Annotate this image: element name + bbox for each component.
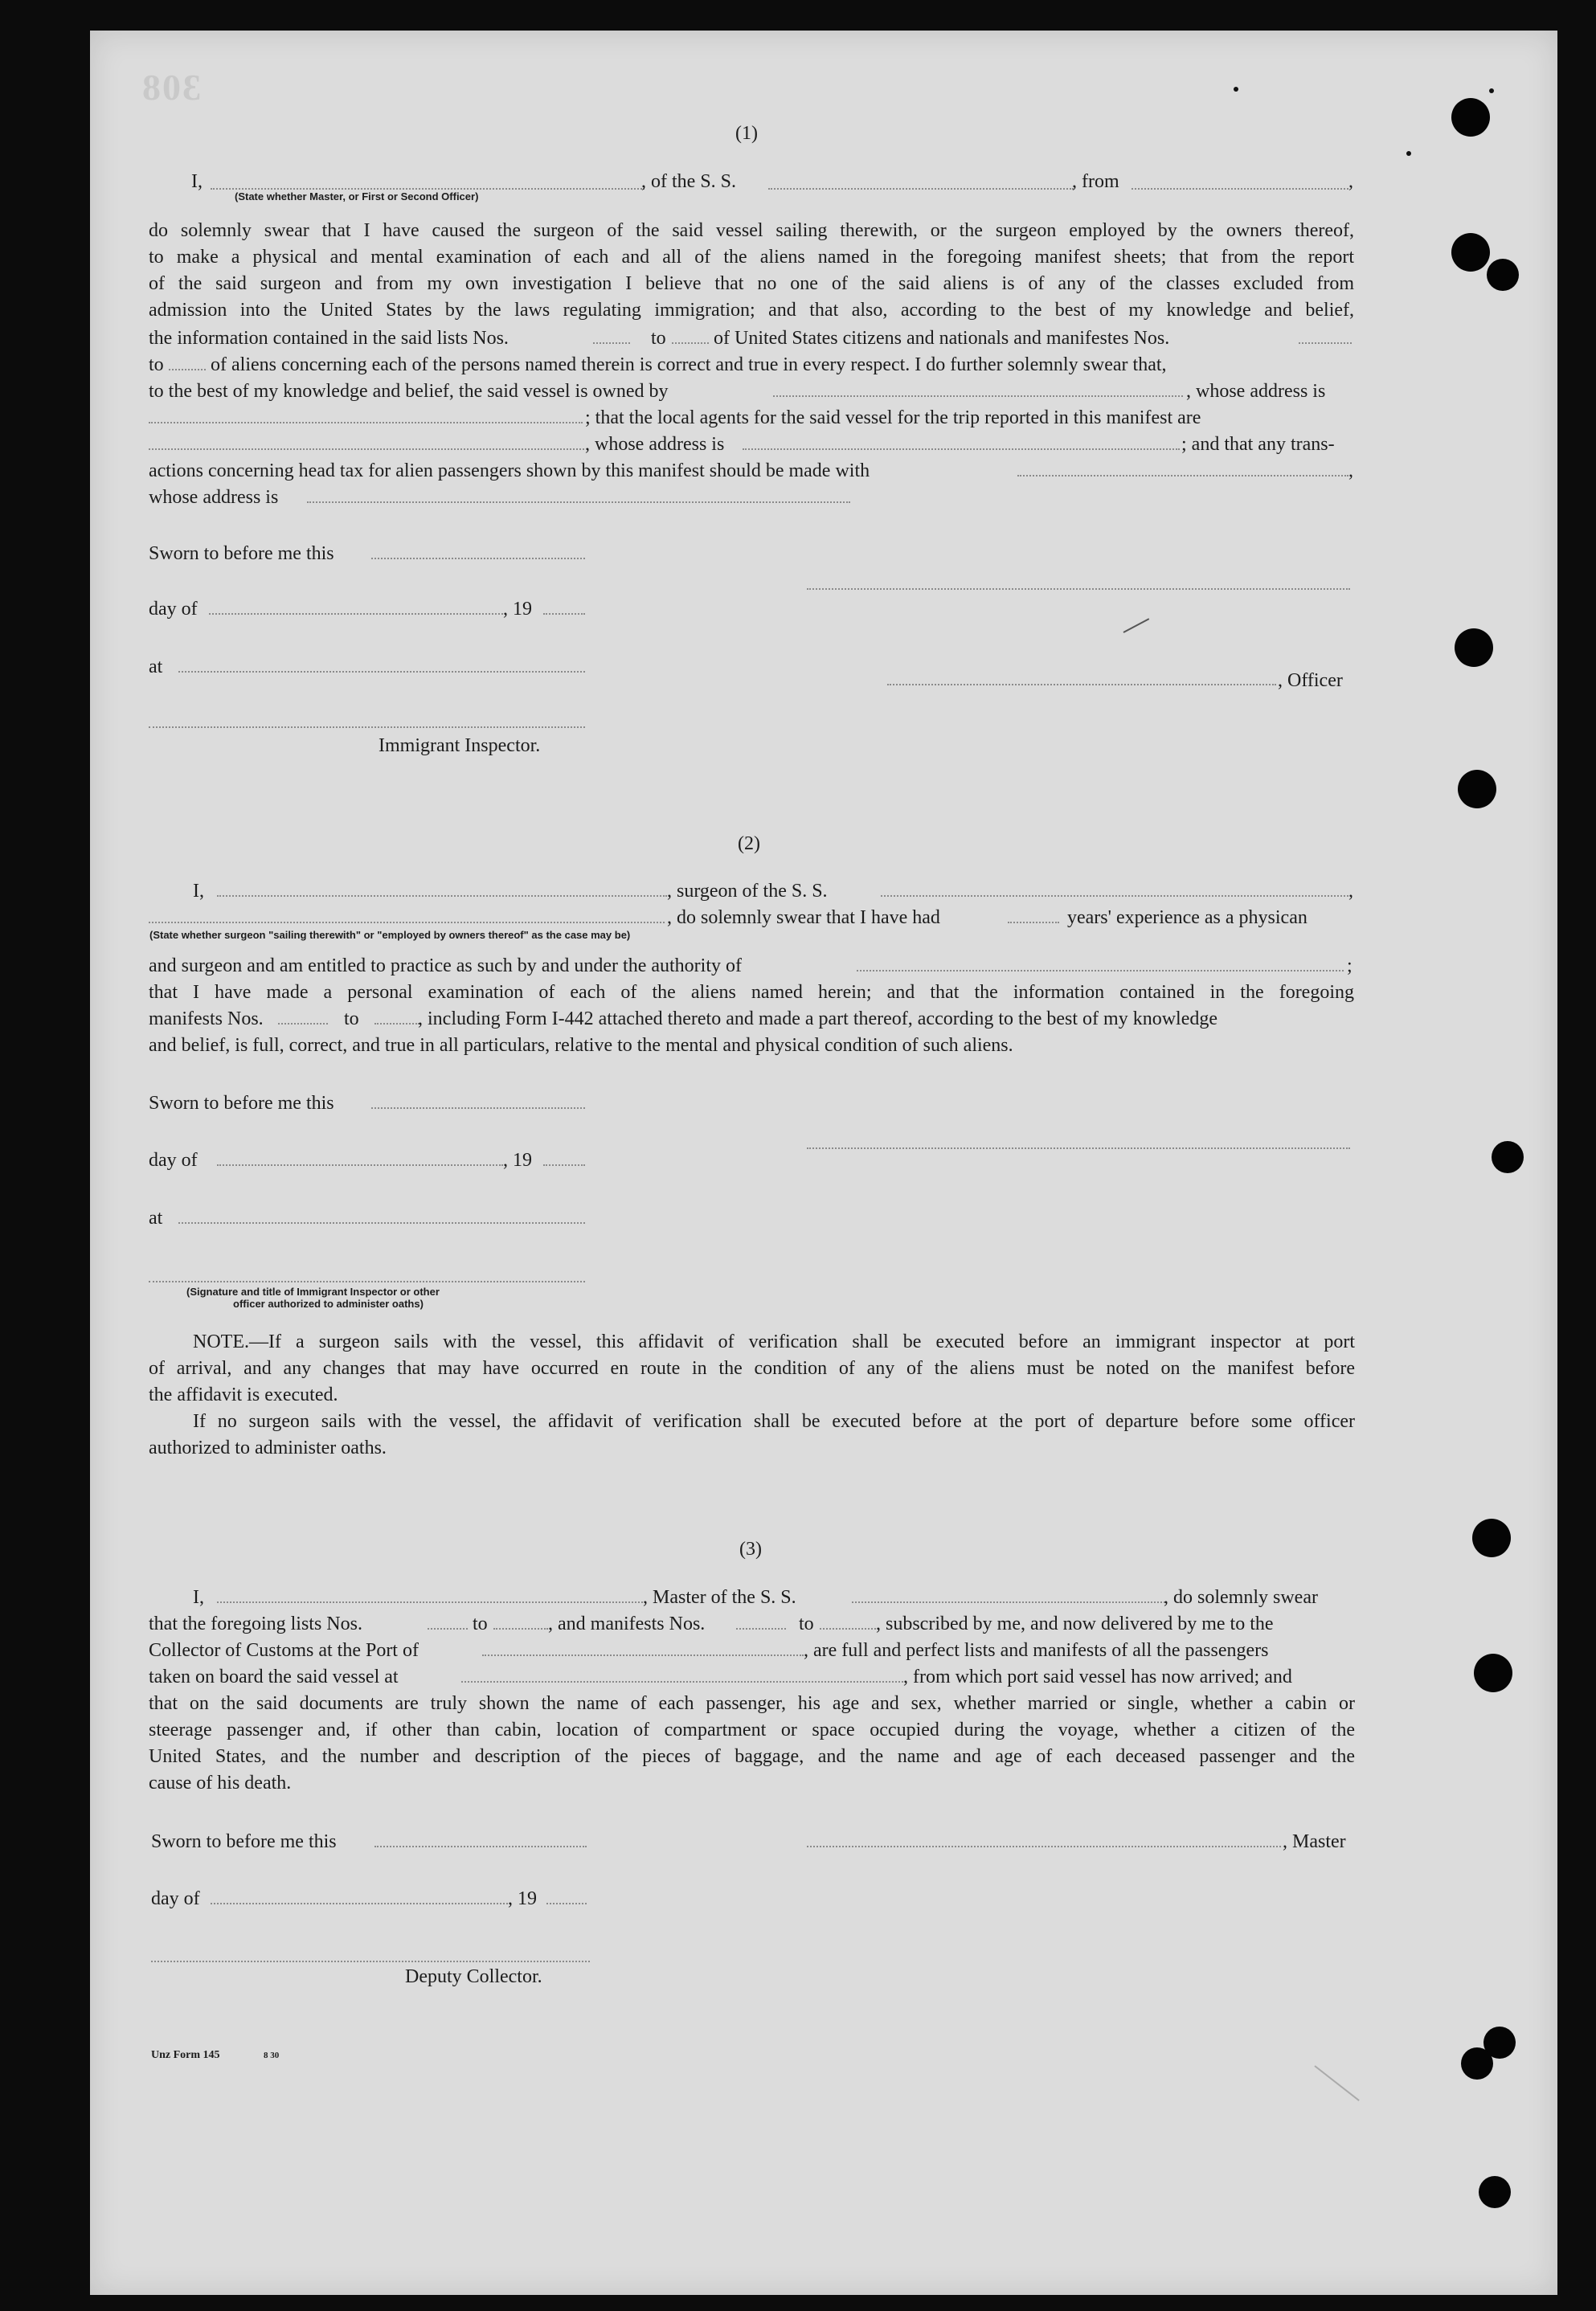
punch-hole (1458, 770, 1496, 808)
s2-l1b: ; (1347, 955, 1353, 976)
form-number: Unz Form 145 (151, 2049, 220, 2061)
s3-l2c: , and manifests Nos. (548, 1614, 706, 1634)
s3-boarding-port-field (461, 1681, 903, 1683)
punch-hole (1492, 1141, 1524, 1173)
s1-line-2: to make a physical and mental examination of each and all of the aliens named in the foregoing manifest sheets; that from the report (149, 247, 1354, 268)
s1-from: , from (1072, 171, 1119, 192)
s1-l7a: to the best of my knowledge and belief, the said vessel is owned by (149, 381, 669, 402)
page-stamp: 308 (141, 67, 201, 108)
s1-comma: , (1348, 171, 1353, 192)
s3-l2a: that the foregoing lists Nos. (149, 1614, 362, 1634)
s1-officer-line (887, 684, 1276, 685)
s3-year-field (546, 1903, 587, 1904)
s3-vessel-field (852, 1601, 1165, 1603)
s1-l6a: to (149, 354, 164, 375)
s2-authority-field (857, 970, 1344, 971)
s1-manifest-from-field (1299, 342, 1352, 344)
s1-l9a: , whose address is (585, 434, 725, 455)
s1-vessel-field (768, 188, 1074, 190)
s3-port-field (482, 1655, 804, 1656)
punch-hole (1479, 2176, 1511, 2208)
s2-l4: and belief, is full, correct, and true in all particulars, relative to the mental and physical condition of such aliens. (149, 1035, 1013, 1056)
s1-l10b: , (1348, 460, 1353, 481)
s1-inspector: Immigrant Inspector. (379, 735, 541, 756)
s2-sworn: Sworn to before me this (149, 1093, 334, 1114)
s2-inspector-line (149, 1281, 585, 1282)
punch-hole (1472, 1519, 1511, 1557)
s1-at: at (149, 656, 163, 677)
s1-dayof: day of (149, 599, 198, 620)
s3-day-field (211, 1903, 508, 1904)
s2-i: I, (193, 881, 204, 902)
s3-line-6: steerage passenger and, if other than cabin, location of compartment or space occupied during the voyage, whether a citizen of the (149, 1720, 1355, 1740)
s1-manifest-to-field (169, 369, 206, 370)
s2-sworn-field (371, 1107, 585, 1109)
s3-lists-from-field (428, 1628, 468, 1630)
s2-note-2: of arrival, and any changes that may have occurred en route in the condition of any of the aliens must be noted on the manifest before (149, 1358, 1355, 1379)
s3-sworn-field (374, 1846, 587, 1847)
s1-line-1: do solemnly swear that I have caused the surgeon of the said vessel sailing therewith, or the surgeon employed by the owners thereof, (149, 220, 1354, 241)
s3-sworn: Sworn to before me this (151, 1831, 337, 1852)
s1-l6b: of aliens concerning each of the persons named therein is correct and true in every respect. I do further solemnly swear that, (211, 354, 1167, 375)
s3-master-of-ss: , Master of the S. S. (643, 1587, 796, 1608)
punch-hole (1451, 98, 1490, 137)
s1-l5b: to (651, 328, 666, 349)
form-code: 8 30 (264, 2051, 280, 2060)
s1-from-field (1132, 188, 1348, 190)
s2-l3a: manifests Nos. (149, 1008, 264, 1029)
s3-lists-to-field (493, 1628, 548, 1630)
s2-manifest-to-field (374, 1023, 419, 1025)
s2-sig-note-1: (Signature and title of Immigrant Inspector or other (186, 1286, 440, 1298)
s2-note-1: NOTE.—If a surgeon sails with the vessel, this affidavit of verification shall be executed before an immigrant inspector at port (193, 1331, 1355, 1352)
punch-hole (1474, 1654, 1512, 1692)
s2-l2: that I have made a personal examination of each of the aliens named herein; and that the information contained in the foregoing (149, 982, 1354, 1003)
s3-l4a: taken on board the said vessel at (149, 1667, 399, 1687)
punch-hole (1455, 628, 1493, 667)
punch-hole (1451, 233, 1490, 272)
s2-year: , 19 (503, 1150, 532, 1171)
s2-l1a: and surgeon and am entitled to practice as such by and under the authority of (149, 955, 742, 976)
section-3-number: (3) (739, 1539, 762, 1560)
s1-head-tax-address-field (307, 501, 850, 503)
s1-l8: ; that the local agents for the said vessel for the trip reported in this manifest are (585, 407, 1201, 428)
s2-signature-line (807, 1147, 1350, 1149)
s1-officer-note: (State whether Master, or First or Second Officer) (235, 190, 479, 202)
s1-officer-name-field (211, 188, 645, 190)
s3-master-signature-line (807, 1846, 1281, 1847)
s2-dayof: day of (149, 1150, 198, 1171)
s3-year: , 19 (508, 1888, 537, 1909)
s2-l3b: to (344, 1008, 359, 1029)
s2-comma: , (1348, 881, 1353, 902)
ink-fleck (1406, 151, 1411, 156)
section-2-number: (2) (738, 833, 760, 854)
s2-at-field (178, 1222, 585, 1224)
s3-master-name-field (217, 1601, 643, 1603)
s3-i: I, (193, 1587, 204, 1608)
s3-line-7: United States, and the number and description of the pieces of baggage, and the name and age of each deceased passenger and the (149, 1746, 1355, 1767)
s3-collector-line (151, 1961, 590, 1962)
s1-signature-line (807, 588, 1350, 590)
s1-agents-field (149, 448, 584, 450)
s3-dayof: day of (151, 1888, 200, 1909)
s1-owner-address-field (149, 422, 583, 423)
s1-l11: whose address is (149, 487, 279, 508)
s1-day-field (209, 613, 503, 615)
ink-fleck (1234, 87, 1238, 92)
s2-vessel-field (881, 895, 1348, 897)
s2-surgeon-note: (State whether surgeon "sailing therewith" or "employed by owners thereof" as the case may be) (149, 929, 631, 941)
s1-line-3: of the said surgeon and from my own investigation I believe that no one of the said aliens is of any of the classes excluded from (149, 273, 1354, 294)
s2-surgeon-type-field (149, 922, 665, 923)
s2-year-field (543, 1164, 585, 1166)
s3-manifest-from-field (736, 1628, 786, 1630)
s1-lists-to-field (672, 342, 709, 344)
s3-line-5: that on the said documents are truly shown the name of each passenger, his age and sex, whether married or single, whether a cabin or (149, 1693, 1355, 1714)
s2-note-5: authorized to administer oaths. (149, 1438, 387, 1458)
s3-l4b: , from which port said vessel has now arrived; and (903, 1667, 1292, 1687)
s1-of-ss: , of the S. S. (641, 171, 737, 192)
s1-lists-from-field (593, 342, 630, 344)
s3-l3b: , are full and perfect lists and manifests of all the passengers (804, 1640, 1269, 1661)
ink-fleck (1489, 88, 1494, 93)
s1-sworn-field (371, 558, 585, 559)
punch-hole (1487, 259, 1519, 291)
s2-years-field (1008, 922, 1059, 923)
s3-manifest-to-field (820, 1628, 876, 1630)
s1-sworn: Sworn to before me this (149, 543, 334, 564)
s2-l3c: , including Form I-442 attached thereto and made a part thereof, according to the best of my knowledge (418, 1008, 1218, 1029)
s2-day-field (217, 1164, 503, 1166)
s1-l9b: ; and that any trans- (1181, 434, 1335, 455)
s2-manifest-from-field (278, 1023, 328, 1025)
s1-officer-label: , Officer (1278, 670, 1343, 691)
s3-l2d: to (799, 1614, 814, 1634)
s2-swear: , do solemnly swear that I have had (667, 907, 940, 928)
s3-l2b: to (473, 1614, 488, 1634)
s3-master-label: , Master (1283, 1831, 1346, 1852)
s1-l5c: of United States citizens and nationals and manifestes Nos. (714, 328, 1170, 349)
s2-note-4: If no surgeon sails with the vessel, the affidavit of verification shall be executed before at the port of departure before some officer (193, 1411, 1355, 1432)
s1-owner-field (773, 395, 1183, 397)
s1-head-tax-field (1017, 475, 1348, 477)
s1-l7b: , whose address is (1186, 381, 1326, 402)
s1-inspector-line (149, 726, 585, 728)
s2-sig-note-2: officer authorized to administer oaths) (233, 1298, 424, 1310)
s1-line-4: admission into the United States by the laws regulating immigration; and that also, according to the best of my knowledge and belief, (149, 300, 1354, 321)
s1-i: I, (191, 171, 203, 192)
s2-at: at (149, 1208, 163, 1229)
s2-surgeon-name-field (217, 895, 667, 897)
s3-swear: , do solemnly swear (1164, 1587, 1318, 1608)
s1-l5a: the information contained in the said lists Nos. (149, 328, 509, 349)
punch-hole (1461, 2047, 1493, 2080)
s3-l2e: , subscribed by me, and now delivered by me to the (876, 1614, 1274, 1634)
section-1-number: (1) (735, 123, 758, 144)
s2-years: years' experience as a physican (1067, 907, 1307, 928)
s3-deputy: Deputy Collector. (405, 1966, 542, 1987)
s2-note-3: the affidavit is executed. (149, 1385, 338, 1405)
s1-at-field (178, 671, 585, 673)
s2-surgeon-of-ss: , surgeon of the S. S. (667, 881, 828, 902)
s1-l10a: actions concerning head tax for alien passengers shown by this manifest should be made with (149, 460, 870, 481)
s1-agents-address-field (743, 448, 1180, 450)
s1-year-field (543, 613, 585, 615)
s3-l3a: Collector of Customs at the Port of (149, 1640, 419, 1661)
s1-year: , 19 (503, 599, 532, 620)
s3-line-8: cause of his death. (149, 1773, 292, 1794)
